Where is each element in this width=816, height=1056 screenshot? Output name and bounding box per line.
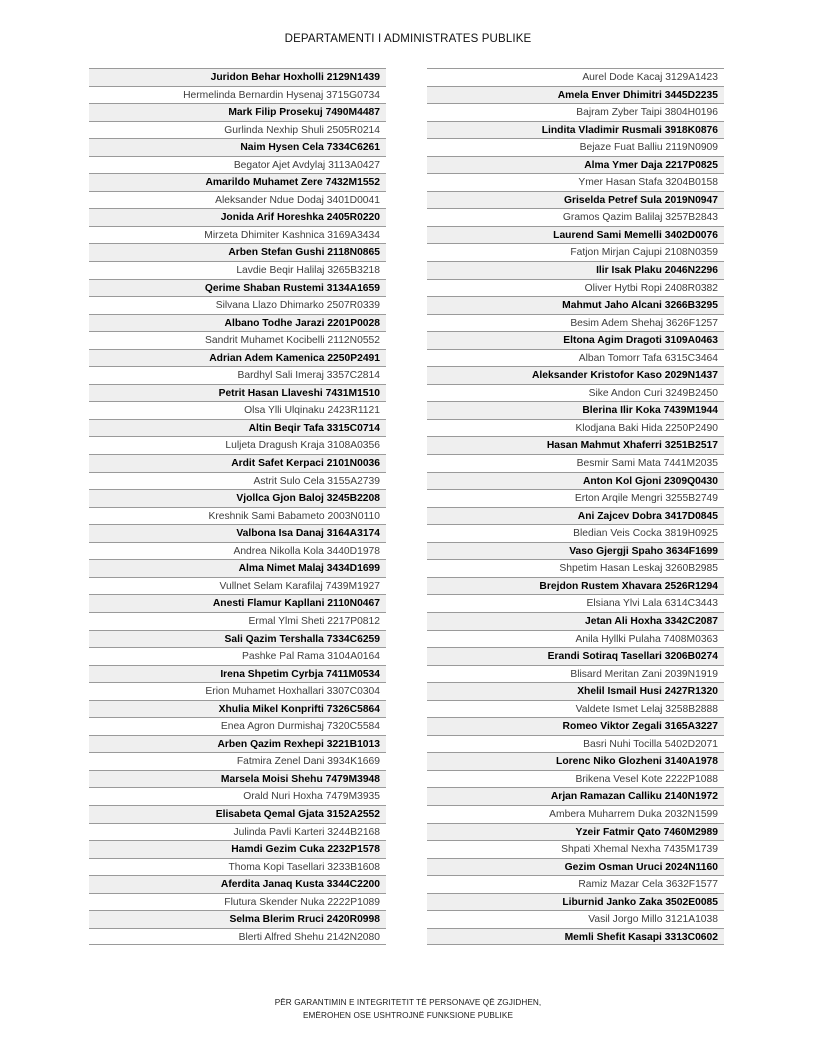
name-list-row: Silvana Llazo Dhimarko 2507R0339 <box>89 296 386 314</box>
footer-line-2: EMËROHEN OSE USHTROJNË FUNKSIONE PUBLIKE <box>302 1010 514 1020</box>
name-list-row: Hasan Mahmut Xhaferri 3251B2517 <box>427 436 724 454</box>
name-list-row: Jetan Ali Hoxha 3342C2087 <box>427 612 724 630</box>
name-list-row: Arben Stefan Gushi 2118N0865 <box>89 243 386 261</box>
name-list-row: Amarildo Muhamet Zere 7432M1552 <box>89 173 386 191</box>
name-list-row: Blerina Ilir Koka 7439M1944 <box>427 401 724 419</box>
name-list-row: Lavdie Beqir Halilaj 3265B3218 <box>89 261 386 279</box>
name-list-row: Aurel Dode Kacaj 3129A1423 <box>427 68 724 86</box>
name-list-row: Fatjon Mirjan Cajupi 2108N0359 <box>427 243 724 261</box>
name-list-row: Selma Blerim Rruci 2420R0998 <box>89 910 386 928</box>
name-list-row: Alma Ymer Daja 2217P0825 <box>427 156 724 174</box>
name-list-row: Mahmut Jaho Alcani 3266B3295 <box>427 296 724 314</box>
name-list-row: Ramiz Mazar Cela 3632F1577 <box>427 875 724 893</box>
name-list-row: Sali Qazim Tershalla 7334C6259 <box>89 630 386 648</box>
name-list-row: Anton Kol Gjoni 2309Q0430 <box>427 472 724 490</box>
name-list-row: Aleksander Kristofor Kaso 2029N1437 <box>427 366 724 384</box>
name-list-row: Arjan Ramazan Calliku 2140N1972 <box>427 787 724 805</box>
name-list-row: Oliver Hytbi Ropi 2408R0382 <box>427 279 724 297</box>
name-list-row: Petrit Hasan Llaveshi 7431M1510 <box>89 384 386 402</box>
name-list-row: Bledian Veis Cocka 3819H0925 <box>427 524 724 542</box>
name-list-column-right <box>427 68 724 945</box>
name-list-row: Aferdita Janaq Kusta 3344C2200 <box>89 875 386 893</box>
name-list-row: Julinda Pavli Karteri 3244B2168 <box>89 823 386 841</box>
name-list-row: Elisabeta Qemal Gjata 3152A2552 <box>89 805 386 823</box>
name-list-row: Valbona Isa Danaj 3164A3174 <box>89 524 386 542</box>
name-list-row: Albano Todhe Jarazi 2201P0028 <box>89 314 386 332</box>
name-list-row: Besmir Sami Mata 7441M2035 <box>427 454 724 472</box>
name-list-row: Valdete Ismet Lelaj 3258B2888 <box>427 700 724 718</box>
name-list-row: Besim Adem Shehaj 3626F1257 <box>427 314 724 332</box>
name-list-row: Gezim Osman Uruci 2024N1160 <box>427 858 724 876</box>
name-list-row: Begator Ajet Avdylaj 3113A0427 <box>89 156 386 174</box>
name-list-row: Fatmira Zenel Dani 3934K1669 <box>89 752 386 770</box>
name-list-row: Gurlinda Nexhip Shuli 2505R0214 <box>89 121 386 139</box>
name-list-row: Xhelil Ismail Husi 2427R1320 <box>427 682 724 700</box>
name-list-row: Ymer Hasan Stafa 3204B0158 <box>427 173 724 191</box>
name-list-row: Ilir Isak Plaku 2046N2296 <box>427 261 724 279</box>
name-list-row: Thoma Kopi Tasellari 3233B1608 <box>89 858 386 876</box>
name-list-row: Eltona Agim Dragoti 3109A0463 <box>427 331 724 349</box>
name-list-row: Lindita Vladimir Rusmali 3918K0876 <box>427 121 724 139</box>
name-list-row: Irena Shpetim Cyrbja 7411M0534 <box>89 665 386 683</box>
name-list-row: Luljeta Dragush Kraja 3108A0356 <box>89 436 386 454</box>
name-list-row: Yzeir Fatmir Qato 7460M2989 <box>427 823 724 841</box>
name-list-column-left <box>89 68 386 945</box>
footer <box>0 997 816 1022</box>
name-list-row: Mark Filip Prosekuj 7490M4487 <box>89 103 386 121</box>
name-list-row: Shpati Xhemal Nexha 7435M1739 <box>427 840 724 858</box>
name-list-row: Sandrit Muhamet Kocibelli 2112N0552 <box>89 331 386 349</box>
name-list-row: Klodjana Baki Hida 2250P2490 <box>427 419 724 437</box>
page-title: DEPARTAMENTI I ADMINISTRATES PUBLIKE <box>284 33 532 45</box>
name-list-row: Naim Hysen Cela 7334C6261 <box>89 138 386 156</box>
name-list-row: Ambera Muharrem Duka 2032N1599 <box>427 805 724 823</box>
name-list-row: Astrit Sulo Cela 3155A2739 <box>89 472 386 490</box>
name-list-row: Orald Nuri Hoxha 7479M3935 <box>89 787 386 805</box>
name-list-row: Altin Beqir Tafa 3315C0714 <box>89 419 386 437</box>
name-list-row: Anesti Flamur Kapllani 2110N0467 <box>89 594 386 612</box>
name-list-row: Gramos Qazim Balilaj 3257B2843 <box>427 208 724 226</box>
name-list-row: Vasil Jorgo Millo 3121A1038 <box>427 910 724 928</box>
name-list-row: Erandi Sotiraq Tasellari 3206B0274 <box>427 647 724 665</box>
name-list-row: Pashke Pal Rama 3104A0164 <box>89 647 386 665</box>
name-list-row: Liburnid Janko Zaka 3502E0085 <box>427 893 724 911</box>
name-list-row: Vullnet Selam Karafilaj 7439M1927 <box>89 577 386 595</box>
name-list-row: Andrea Nikolla Kola 3440D1978 <box>89 542 386 560</box>
name-list-row: Aleksander Ndue Dodaj 3401D0041 <box>89 191 386 209</box>
name-list-row: Ardit Safet Kerpaci 2101N0036 <box>89 454 386 472</box>
name-list-row: Elsiana Ylvi Lala 6314C3443 <box>427 594 724 612</box>
name-list-row: Shpetim Hasan Leskaj 3260B2985 <box>427 559 724 577</box>
footer-line-1: PËR GARANTIMIN E INTEGRITETIT TË PERSONAVE QË ZGJIDHEN, <box>274 998 542 1007</box>
name-list-row: Blerti Alfred Shehu 2142N2080 <box>89 928 386 946</box>
name-list-row: Anila Hyllki Pulaha 7408M0363 <box>427 630 724 648</box>
name-list-row: Erion Muhamet Hoxhallari 3307C0304 <box>89 682 386 700</box>
name-list-row: Xhulia Mikel Konprifti 7326C5864 <box>89 700 386 718</box>
name-list-row: Juridon Behar Hoxholli 2129N1439 <box>89 68 386 86</box>
name-list-row: Lorenc Niko Glozheni 3140A1978 <box>427 752 724 770</box>
name-list-row: Hamdi Gezim Cuka 2232P1578 <box>89 840 386 858</box>
name-list-columns <box>0 68 816 945</box>
name-list-row: Sike Andon Curi 3249B2450 <box>427 384 724 402</box>
name-list-row: Qerime Shaban Rustemi 3134A1659 <box>89 279 386 297</box>
name-list-row: Vaso Gjergji Spaho 3634F1699 <box>427 542 724 560</box>
name-list-row: Jonida Arif Horeshka 2405R0220 <box>89 208 386 226</box>
name-list-row: Enea Agron Durmishaj 7320C5584 <box>89 717 386 735</box>
name-list-row: Memli Shefit Kasapi 3313C0602 <box>427 928 724 946</box>
name-list-row: Ani Zajcev Dobra 3417D0845 <box>427 507 724 525</box>
name-list-row: Bajram Zyber Taipi 3804H0196 <box>427 103 724 121</box>
name-list-row: Bardhyl Sali Imeraj 3357C2814 <box>89 366 386 384</box>
name-list-row: Alma Nimet Malaj 3434D1699 <box>89 559 386 577</box>
name-list-row: Brejdon Rustem Xhavara 2526R1294 <box>427 577 724 595</box>
name-list-row: Erton Arqile Mengri 3255B2749 <box>427 489 724 507</box>
name-list-row: Ermal Ylmi Sheti 2217P0812 <box>89 612 386 630</box>
name-list-row: Olsa Ylli Ulqinaku 2423R1121 <box>89 401 386 419</box>
name-list-row: Marsela Moisi Shehu 7479M3948 <box>89 770 386 788</box>
name-list-row: Mirzeta Dhimiter Kashnica 3169A3434 <box>89 226 386 244</box>
name-list-row: Griselda Petref Sula 2019N0947 <box>427 191 724 209</box>
name-list-row: Amela Enver Dhimitri 3445D2235 <box>427 86 724 104</box>
name-list-row: Vjollca Gjon Baloj 3245B2208 <box>89 489 386 507</box>
name-list-row: Flutura Skender Nuka 2222P1089 <box>89 893 386 911</box>
name-list-row: Laurend Sami Memelli 3402D0076 <box>427 226 724 244</box>
name-list-row: Arben Qazim Rexhepi 3221B1013 <box>89 735 386 753</box>
name-list-row: Adrian Adem Kamenica 2250P2491 <box>89 349 386 367</box>
name-list-row: Hermelinda Bernardin Hysenaj 3715G0734 <box>89 86 386 104</box>
name-list-row: Brikena Vesel Kote 2222P1088 <box>427 770 724 788</box>
name-list-row: Romeo Viktor Zegali 3165A3227 <box>427 717 724 735</box>
name-list-row: Bejaze Fuat Balliu 2119N0909 <box>427 138 724 156</box>
name-list-row: Kreshnik Sami Babameto 2003N0110 <box>89 507 386 525</box>
name-list-row: Blisard Meritan Zani 2039N1919 <box>427 665 724 683</box>
name-list-row: Basri Nuhi Tocilla 5402D2071 <box>427 735 724 753</box>
name-list-row: Alban Tomorr Tafa 6315C3464 <box>427 349 724 367</box>
